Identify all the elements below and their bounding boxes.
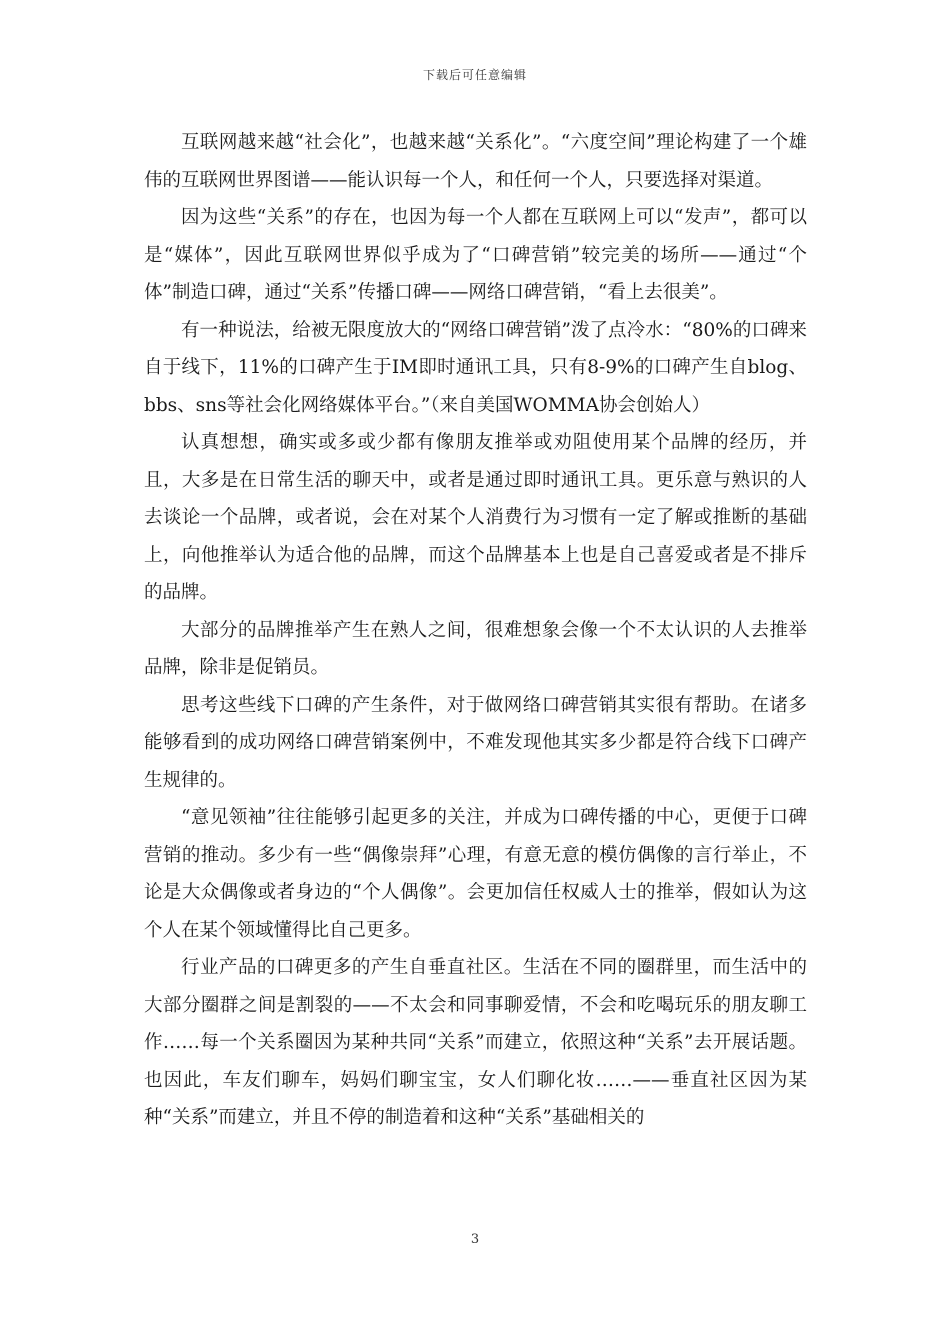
- page-header: 下载后可任意编辑: [422, 68, 527, 82]
- page-number: 3: [470, 1232, 480, 1247]
- paragraph-2: 因为这些“关系”的存在，也因为每一个人都在互联网上可以“发声”，都可以是“媒体”，因此互联网世界似乎成为了“口碑营销”较完美的场所——通过“个体”制造口碑，通过“关系”传播口碑——网络口碑营销，“看上去很美”。: [144, 207, 807, 303]
- body-text: [144, 124, 807, 1137]
- paragraph-4: 认真想想，确实或多或少都有像朋友推举或劝阻使用某个品牌的经历，并且，大多是在日常生活的聊天中，或者是通过即时通讯工具。更乐意与熟识的人去谈论一个品牌，或者说，会在对某个人消费行为习惯有一定了解或推断的基础上，向他推举认为适合他的品牌，而这个品牌基本上也是自己喜爱或者是不排斥的品牌。: [144, 432, 807, 603]
- paragraph-1: 互联网越来越“社会化”，也越来越“关系化”。“六度空间”理论构建了一个雄伟的互联网世界图谱——能认识每一个人，和任何一个人，只要选择对渠道。: [144, 132, 807, 191]
- paragraph-7: “意见领袖”往往能够引起更多的关注，并成为口碑传播的中心，更便于口碑营销的推动。多少有一些“偶像崇拜”心理，有意无意的模仿偶像的言行举止，不论是大众偶像或者身边的“个人偶像”。会更加信任权威人士的推举，假如认为这个人在某个领域懂得比自己更多。: [144, 807, 807, 941]
- paragraph-6: 思考这些线下口碑的产生条件，对于做网络口碑营销其实很有帮助。在诸多能够看到的成功网络口碑营销案例中，不难发现他其实多少都是符合线下口碑产生规律的。: [144, 694, 807, 791]
- paragraph-3: 有一种说法，给被无限度放大的“网络口碑营销”泼了点冷水：“80%的口碑来自于线下，11%的口碑产生于IM即时通讯工具，只有8-9%的口碑产生自blog、bbs、sns等社会化网络媒体平台。”（来自美国WOMMA协会创始人）: [144, 319, 807, 416]
- paragraph-8: 行业产品的口碑更多的产生自垂直社区。生活在不同的圈群里，而生活中的大部分圈群之间是割裂的——不太会和同事聊爱情，不会和吃喝玩乐的朋友聊工作……每一个关系圈因为某种共同“关系”而建立，依照这种“关系”去开展话题。也因此，车友们聊车，妈妈们聊宝宝，女人们聊化妆……——垂直社区因为某种“关系”而建立，并且不停的制造着和这种“关系”基础相关的: [144, 957, 807, 1128]
- paragraph-5: 大部分的品牌推举产生在熟人之间，很难想象会像一个不太认识的人去推举品牌，除非是促销员。: [144, 619, 807, 678]
